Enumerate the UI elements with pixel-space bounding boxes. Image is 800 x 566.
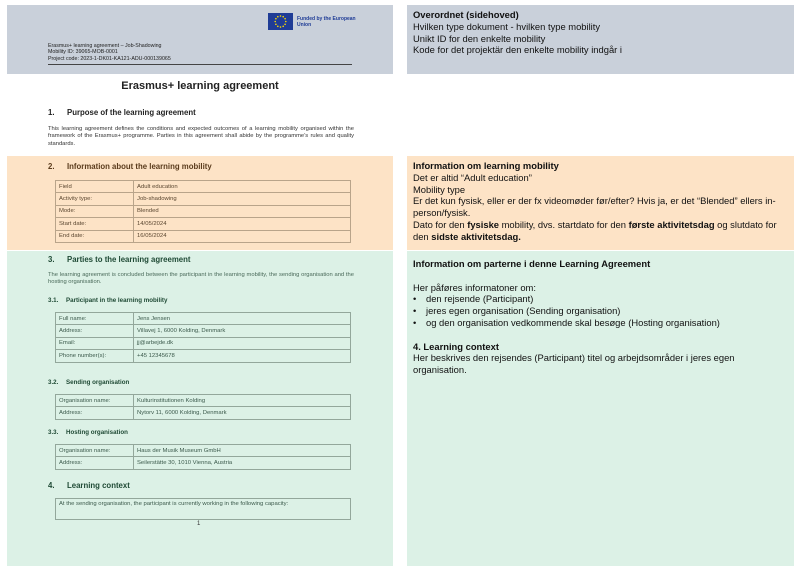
sending-org-name-value: Kulturinstitutionen Kolding <box>134 395 351 407</box>
header-line-type: Erasmus+ learning agreement – Job-Shadowing <box>48 43 162 49</box>
note-parties-title: Information om parterne i denne Learning Agreement <box>413 258 651 269</box>
list-item: • den rejsende (Participant) <box>413 293 789 305</box>
table-row <box>56 337 351 349</box>
note-mobility-dates: Dato for den fysiske mobility, dvs. startdato for den første aktivitetsdag og slutdato for den sidste aktivitetsdag. <box>413 218 777 242</box>
list-item: • jeres egen organisation (Sending organisation) <box>413 305 789 317</box>
section-1-number: 1. <box>48 108 55 117</box>
eu-funding-text: Funded by the European Union <box>297 15 356 28</box>
hosting-org-address-value: Seilerstätte 30, 1010 Vienna, Austria <box>134 457 351 469</box>
email-label: Email: <box>56 337 134 349</box>
section-4-number: 4. <box>48 481 55 490</box>
eu-logo <box>268 13 357 30</box>
section-4-title: Learning context <box>67 481 130 490</box>
note-mobility-line: Det er altid “Adult education” <box>413 171 532 183</box>
section-2-title: Information about the learning mobility <box>67 162 212 171</box>
document-header-meta <box>48 43 171 62</box>
address-value: Villavej 1, 6000 Kolding, Denmark <box>134 325 351 337</box>
section-3-number: 3. <box>48 255 55 264</box>
address-label: Address: <box>56 325 134 337</box>
hosting-org-title: Hosting organisation <box>66 429 128 436</box>
note-parties-list <box>413 293 789 328</box>
section-2-heading <box>48 162 212 171</box>
note-parties-intro: Her påføres informatoner om: <box>413 281 536 293</box>
header-line-project-code: Project code: 2023-1-DK01-KA121-ADU-000139065 <box>48 55 171 62</box>
note-mobility-line: Mobility type <box>413 183 466 195</box>
section-3-heading <box>48 255 191 264</box>
table-row <box>56 205 351 217</box>
mode-value: Blended <box>134 205 351 217</box>
sending-org-address-value: Nytorv 11, 6000 Kolding, Denmark <box>134 407 351 419</box>
section-3-text: The learning agreement is concluded between the participant in the learning mobility, the sending organisation and the hosting organisation. <box>48 272 354 286</box>
note-parties <box>413 258 789 376</box>
note-mobility <box>413 160 789 243</box>
learning-context-box: At the sending organisation, the participant is currently working in the following capacity: <box>55 498 351 520</box>
participant-heading <box>48 297 167 304</box>
hosting-org-number: 3.3. <box>48 429 59 436</box>
table-row <box>56 445 351 457</box>
sending-org-address-label: Address: <box>56 407 134 419</box>
header-divider <box>48 64 352 65</box>
section-3-title: Parties to the learning agreement <box>67 255 191 264</box>
note-context-text: Her beskrives den rejsendes (Participant) titel og arbejdsområder i jeres egen organisation. <box>413 352 735 376</box>
full-name-label: Full name: <box>56 313 134 325</box>
table-row <box>56 193 351 205</box>
mobility-info-table <box>55 180 351 243</box>
section-1-text: This learning agreement defines the conditions and expected outcomes of a learning mobility organised within the framework of the Erasmus+ programme. Parties in this agreement shall abide by the programme’s rules and quality standards. <box>48 126 354 147</box>
hosting-org-name-value: Haus der Musik Museum GmbH <box>134 445 351 457</box>
end-date-value: 16/05/2024 <box>134 230 351 242</box>
guidance-notes <box>407 0 794 566</box>
header-line-mobility-id: Mobility ID: 39065-MOB-0001 <box>48 49 118 56</box>
field-value: Adult education <box>134 181 351 193</box>
sending-org-number: 3.2. <box>48 379 59 386</box>
participant-title: Participant in the learning mobility <box>66 297 168 304</box>
note-mobility-line: Er det kun fysisk, eller er der fx videomøder før/efter? Hvis ja, er det “Blended” ellers in-person/fysisk. <box>413 195 776 219</box>
section-4-heading <box>48 481 130 490</box>
table-row <box>56 181 351 193</box>
field-label: Field <box>56 181 134 193</box>
table-row <box>56 457 351 469</box>
table-row <box>56 313 351 325</box>
hosting-org-heading <box>48 429 128 436</box>
end-date-label: End date: <box>56 230 134 242</box>
table-row <box>56 218 351 230</box>
note-header-line: Hvilken type dokument - hvilken type mobility <box>413 20 601 32</box>
start-date-value: 14/05/2024 <box>134 218 351 230</box>
eu-flag-icon <box>268 13 293 30</box>
table-row <box>56 350 351 362</box>
page-number: 1 <box>197 521 201 527</box>
table-row <box>56 407 351 419</box>
phone-value: +45 12345678 <box>134 350 351 362</box>
section-2-number: 2. <box>48 162 55 171</box>
note-header-line: Unikt ID for den enkelte mobility <box>413 32 546 44</box>
mode-label: Mode: <box>56 205 134 217</box>
sending-org-name-label: Organisation name: <box>56 395 134 407</box>
activity-type-label: Activity type: <box>56 193 134 205</box>
document-title: Erasmus+ learning agreement <box>121 80 279 92</box>
table-row <box>56 395 351 407</box>
hosting-org-table <box>55 444 351 470</box>
note-header-title: Overordnet (sidehoved) <box>413 9 519 20</box>
start-date-label: Start date: <box>56 218 134 230</box>
hosting-org-name-label: Organisation name: <box>56 445 134 457</box>
participant-number: 3.1. <box>48 297 59 304</box>
full-name-value: Jens Jensen <box>134 313 351 325</box>
table-row <box>56 230 351 242</box>
phone-label: Phone number(s): <box>56 350 134 362</box>
section-1-title: Purpose of the learning agreement <box>67 108 196 117</box>
sending-org-heading <box>48 379 129 386</box>
learning-agreement-document <box>7 0 393 566</box>
sending-org-table <box>55 394 351 420</box>
note-context-title: 4. Learning context <box>413 340 499 352</box>
activity-type-value: Job-shadowing <box>134 193 351 205</box>
note-header-line: Kode for det projektär den enkelte mobility indgår i <box>413 44 622 56</box>
note-header <box>413 9 789 56</box>
email-value: jj@arbejde.dk <box>134 337 351 349</box>
hosting-org-address-label: Address: <box>56 457 134 469</box>
participant-table <box>55 312 351 363</box>
section-1-heading <box>48 108 196 117</box>
table-row <box>56 325 351 337</box>
list-item: • og den organisation vedkommende skal besøge (Hosting organisation) <box>413 317 789 329</box>
note-mobility-title: Information om learning mobility <box>413 160 559 171</box>
sending-org-title: Sending organisation <box>66 379 130 386</box>
